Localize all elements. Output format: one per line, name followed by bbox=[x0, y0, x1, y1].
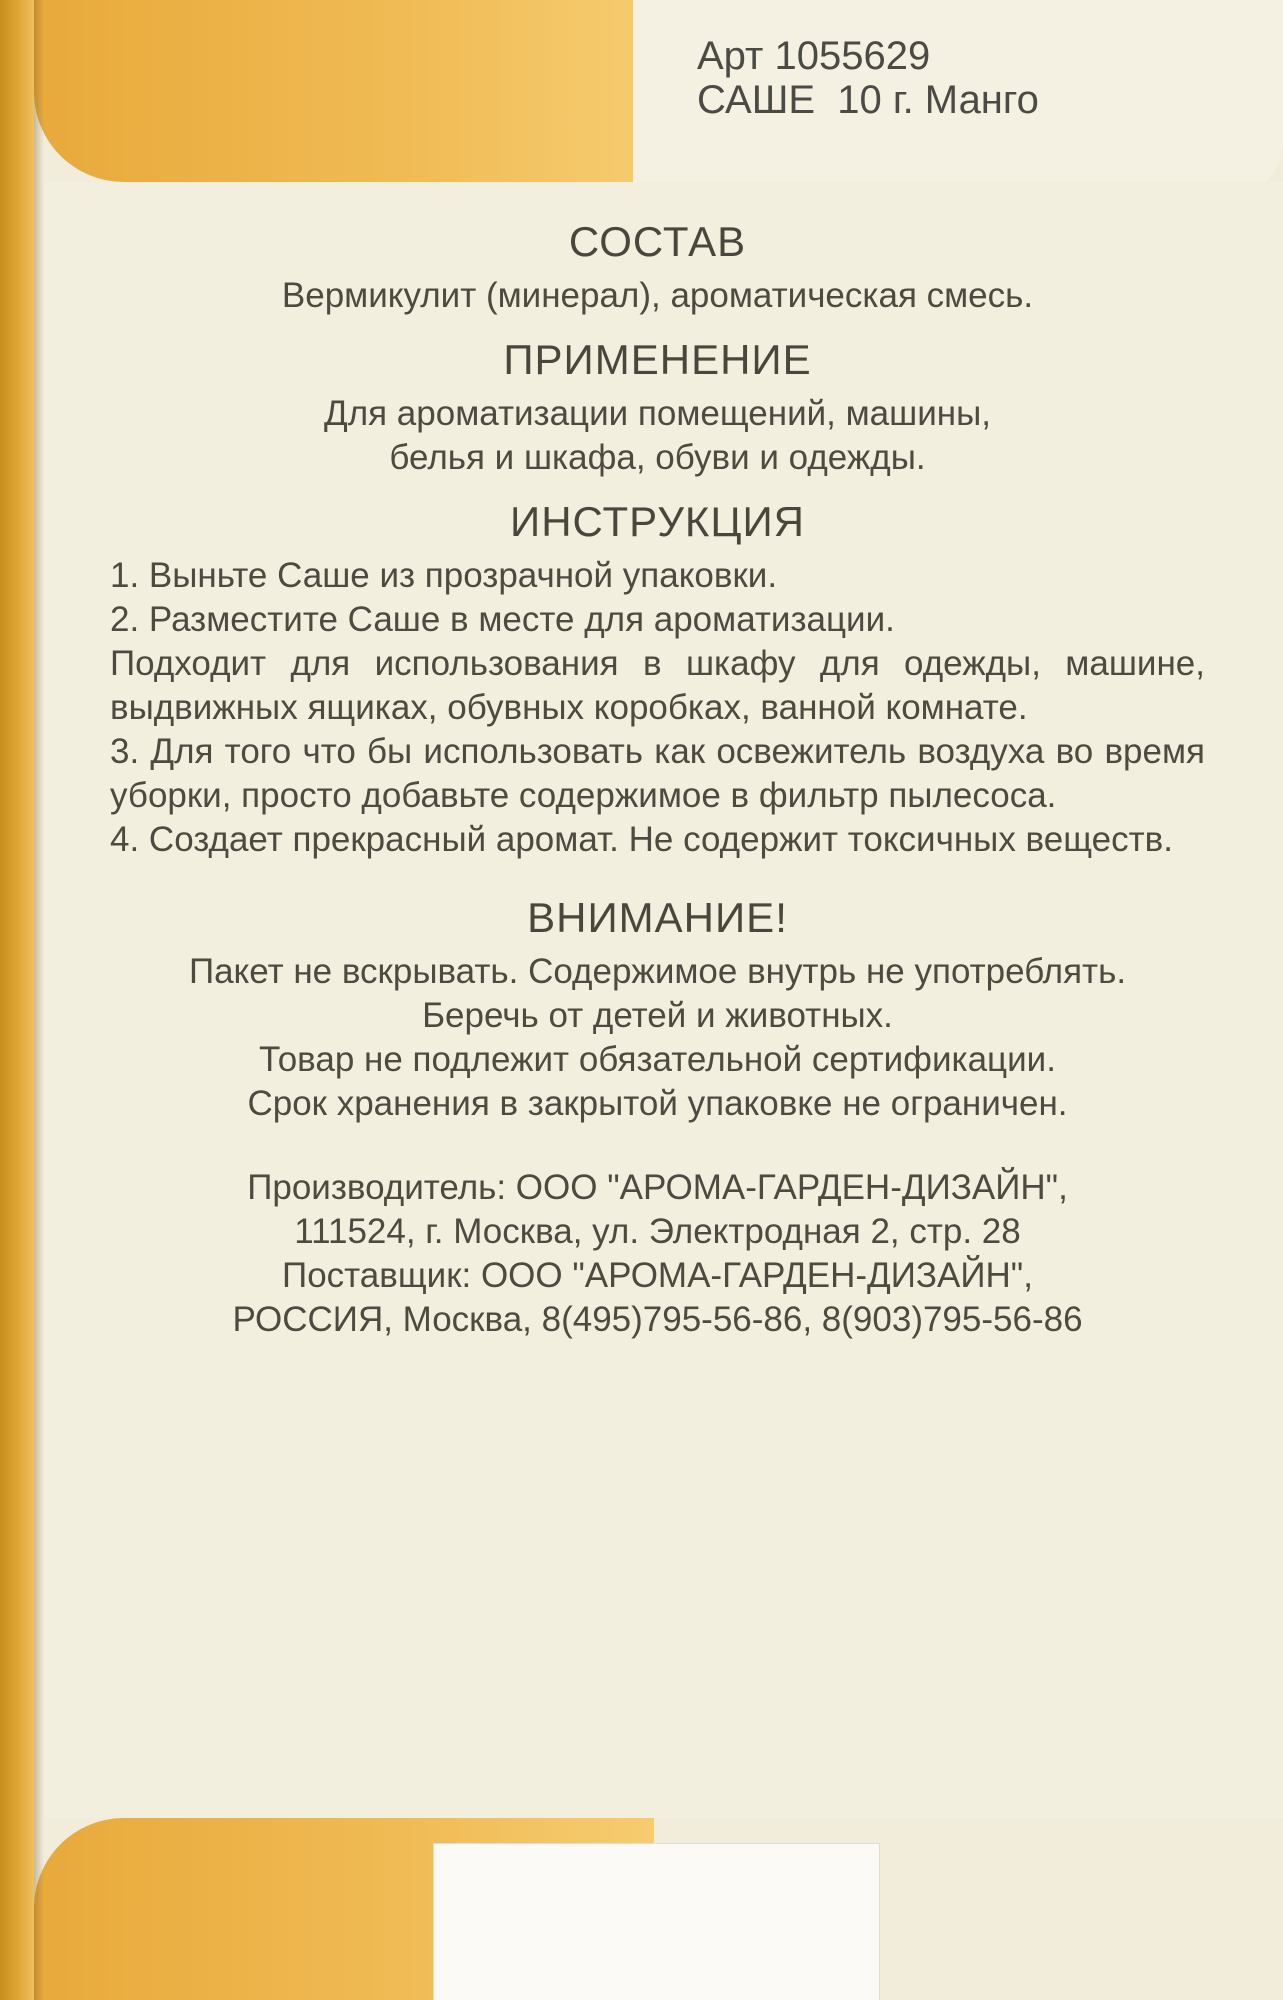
label-text bbox=[110, 218, 1205, 1342]
producer-line: 111524, г. Москва, ул. Электродная 2, стр. 28 bbox=[294, 1212, 1021, 1251]
warning-line: Срок хранения в закрытой упаковке не ограничен. bbox=[247, 1084, 1068, 1123]
composition-text: Вермикулит (минерал), ароматическая смесь. bbox=[281, 276, 1034, 315]
package-edge-strip bbox=[0, 0, 34, 2000]
package-edge-shadow bbox=[34, 0, 44, 2000]
instruction-step: 3. Для того что бы использовать как освежитель воздуха во время уборки, просто добавьте содержимое в фильтр пылесоса. bbox=[110, 732, 1205, 815]
warning-line: Беречь от детей и животных. bbox=[422, 996, 893, 1035]
application-line: Для ароматизации помещений, машины, bbox=[324, 394, 991, 433]
supplier-line: Поставщик: ООО "АРОМА-ГАРДЕН-ДИЗАЙН", bbox=[282, 1256, 1033, 1295]
article-number: Арт 1055629 bbox=[697, 34, 931, 78]
instruction-step: 1. Выньте Саше из прозрачной упаковки. bbox=[110, 556, 778, 595]
instruction-title: ИНСТРУКЦИЯ bbox=[510, 498, 805, 545]
supplier-line: РОССИЯ, Москва, 8(495)795-56-86, 8(903)795-56-86 bbox=[232, 1300, 1083, 1339]
application-line: белья и шкафа, обуви и одежды. bbox=[389, 438, 926, 477]
warning-line: Пакет не вскрывать. Содержимое внутрь не употреблять. bbox=[188, 952, 1127, 991]
producer-line: Производитель: ООО "АРОМА-ГАРДЕН-ДИЗАЙН", bbox=[247, 1168, 1068, 1207]
warning-title: ВНИМАНИЕ! bbox=[527, 894, 788, 941]
application-title: ПРИМЕНЕНИЕ bbox=[503, 336, 812, 383]
article-info bbox=[697, 34, 1039, 122]
warning-line: Товар не подлежит обязательной сертификации. bbox=[259, 1040, 1056, 1079]
instruction-note: Подходит для использования в шкафу для одежды, машине, выдвижных ящиках, обувных коробках, ванной комнате. bbox=[110, 644, 1205, 727]
composition-title: СОСТАВ bbox=[568, 218, 747, 265]
instruction-step: 4. Создает прекрасный аромат. Не содержит токсичных веществ. bbox=[110, 820, 1173, 859]
product-name: САШЕ 10 г. Манго bbox=[697, 78, 1039, 122]
top-orange-band bbox=[34, 0, 654, 182]
blank-label-box bbox=[433, 1843, 880, 2000]
instruction-step: 2. Разместите Саше в месте для ароматизации. bbox=[110, 600, 895, 639]
